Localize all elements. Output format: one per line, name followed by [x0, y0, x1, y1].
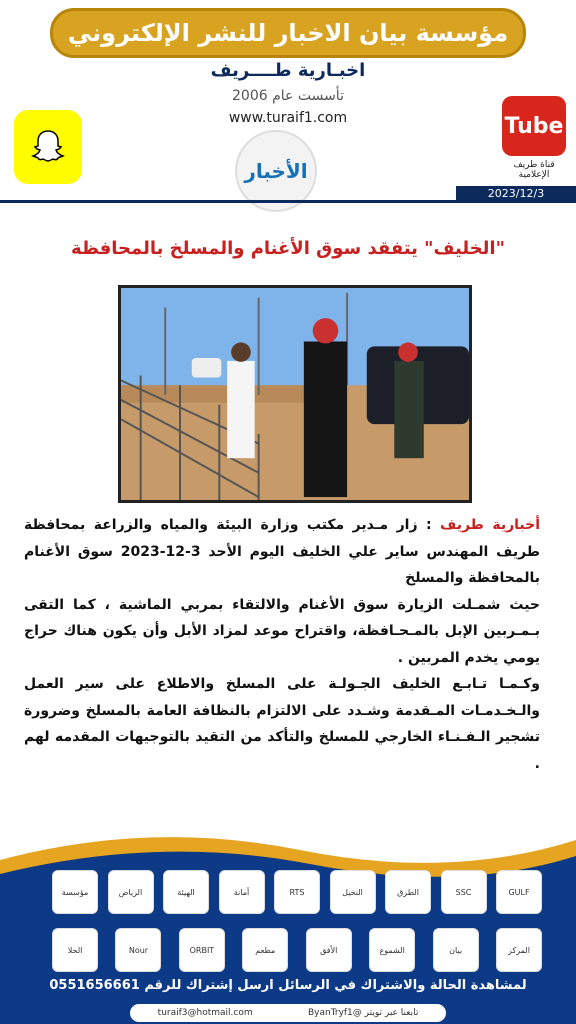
ghost-icon	[28, 127, 68, 167]
sponsor-logo[interactable]: الحلا	[52, 928, 98, 972]
sponsor-logo[interactable]: ORBIT	[179, 928, 225, 972]
divider	[0, 200, 576, 203]
youtube-caption: قناة طريف الإعلامية	[513, 160, 555, 180]
date-badge: 2023/12/3	[456, 186, 576, 202]
article-paragraph-1: : زار مـدير مكتب وزارة البيئة والمياه والزراعة بمحافظة طريف المهندس ساير علي الخليف اليوم الأحد 3-12-2023 سوق الأغنام بالمحافظة والمسلخ	[24, 517, 540, 586]
banner-title: مؤسسة بيان الاخبار للنشر الإلكتروني	[67, 19, 509, 47]
sponsor-logo[interactable]: الهيئة	[163, 870, 209, 914]
twitter-link[interactable]: ByanTryf1@ تابعنا عبر تويتر	[307, 1008, 419, 1018]
article-headline: "الخليف" يتفقد سوق الأغنام والمسلخ بالمحافظة	[71, 238, 505, 259]
sponsor-logo[interactable]: SSC	[441, 870, 487, 914]
logo-text: الأخبار	[244, 159, 308, 183]
snapchat-icon[interactable]	[14, 110, 82, 184]
sponsor-logo[interactable]: Nour	[115, 928, 161, 972]
sponsor-logo[interactable]: المركز	[496, 928, 542, 972]
sponsor-logo[interactable]: الرياض	[108, 870, 154, 914]
sponsor-logo[interactable]: مطعم	[242, 928, 288, 972]
sponsor-logo[interactable]: الشموع	[369, 928, 415, 972]
sponsor-logo[interactable]: أمانة	[219, 870, 265, 914]
sponsor-logo[interactable]: GULF	[496, 870, 542, 914]
sponsor-logo[interactable]: النخيل	[330, 870, 376, 914]
article-paragraph-3: وكـمـا تـابـع الخليف الجـولـة على المسلخ والاطلاع على سير العمل والـخـدمـات المـقدمة وشـدد على الالتزام بالنظافة العامة بالمسلخ وضرورة تشجير الـفـنـاء الخارجي للمسلخ والتأكد من التقيد بالتوجيهات المقدمه لهم .	[24, 676, 540, 772]
sponsor-row-2	[52, 928, 542, 972]
article-paragraph-2: حيث شمـلت الزيارة سوق الأغنام والالتقاء بمربي الماشية ، كما التقى بـمـربين الإبل بالمـحـافظة، واقتراح موعد لمزاد الأبل وأن يكون هناك حراج يومي يخدم المربين .	[24, 596, 540, 666]
contact-bar	[130, 1004, 446, 1022]
founded-text: تأسست عام 2006	[232, 88, 344, 104]
sponsor-logo[interactable]: RTS	[274, 870, 320, 914]
email-link[interactable]: turaif3@hotmail.com	[157, 1008, 253, 1018]
sponsors-grid	[52, 870, 542, 986]
article-lead: أخبارية طريف	[440, 517, 540, 533]
sponsor-logo[interactable]: مؤسسة	[52, 870, 98, 914]
subscribe-line: لمشاهدة الحالة والاشتراك في الرسائل ارسل إشتراك للرقم 0551656661	[49, 978, 527, 993]
article-photo	[118, 285, 472, 503]
top-banner	[50, 8, 526, 58]
site-url-link[interactable]: www.turaif1.com	[228, 110, 348, 126]
article-body	[24, 512, 540, 777]
sponsor-logo[interactable]: الأفق	[306, 928, 352, 972]
youtube-icon: Tube	[502, 96, 566, 156]
sponsor-logo[interactable]: الطرق	[385, 870, 431, 914]
sponsor-row-1	[52, 870, 542, 914]
youtube-channel[interactable]	[502, 96, 566, 178]
site-subtitle: اخبـارية طــــريف	[210, 60, 366, 81]
sponsor-logo[interactable]: بيان	[433, 928, 479, 972]
